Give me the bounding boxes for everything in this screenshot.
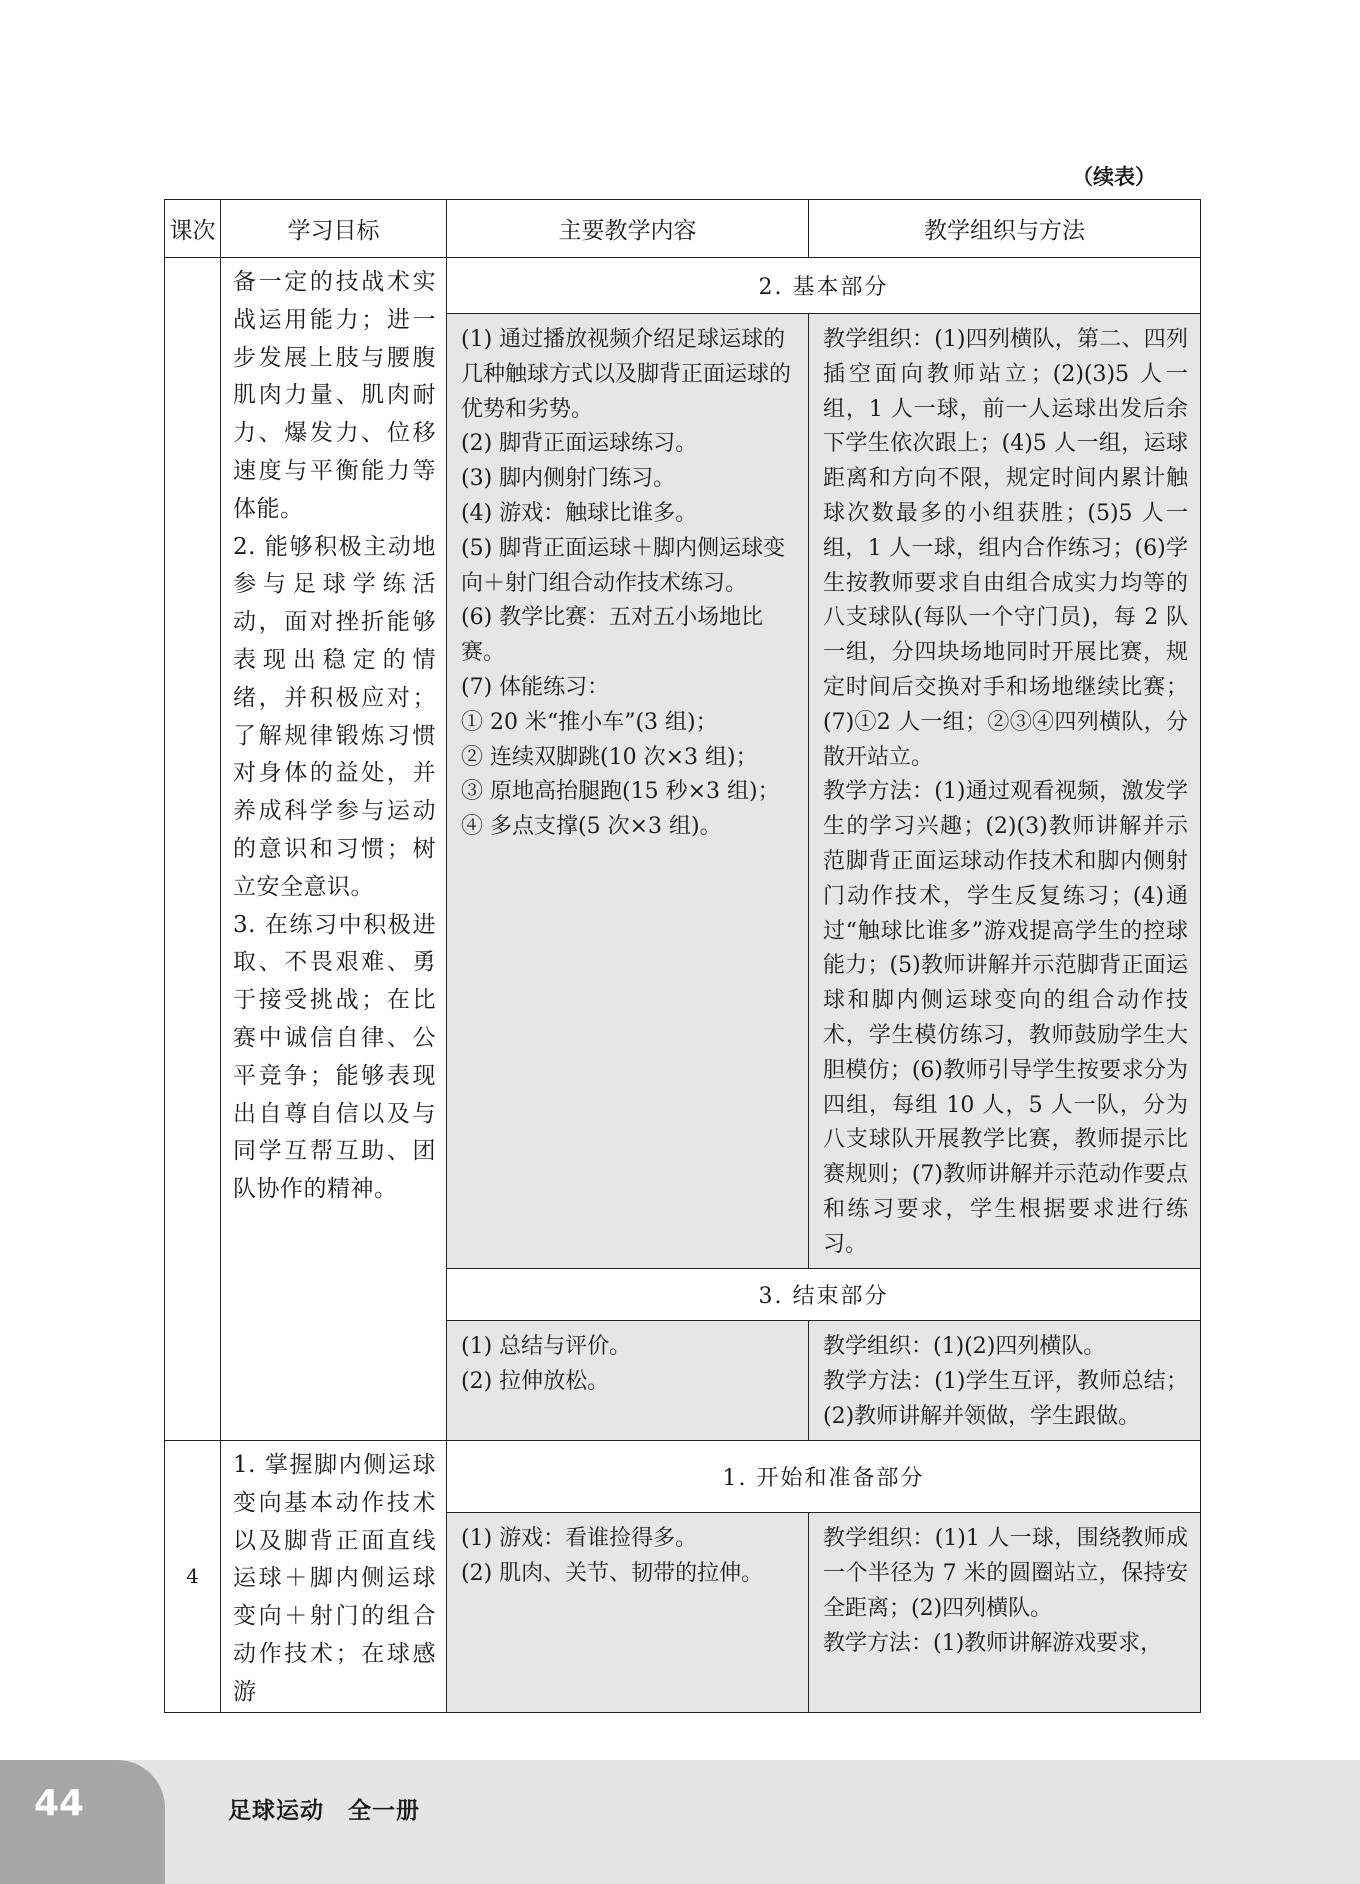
end-content-cell xyxy=(447,1321,809,1441)
lesson4-content-cell xyxy=(447,1513,809,1712)
section-title-basic: 2. 基本部分 xyxy=(447,258,1201,314)
content-item: (4) 游戏：触球比谁多。 xyxy=(461,500,698,526)
content-item: (1) 总结与评价。 xyxy=(461,1334,632,1359)
header-content: 主要教学内容 xyxy=(447,200,809,258)
basic-content-cell xyxy=(447,314,809,1269)
lesson-number: 4 xyxy=(165,1441,221,1713)
continued-label: （续表） xyxy=(1072,165,1156,189)
lesson4-objectives-cell xyxy=(221,1441,447,1713)
method-organization: 教学组织：(1)1 人一球，围绕教师成一个半径为 7 米的圆圈站立，保持安全距离；(2)四列横队。 xyxy=(823,1526,1188,1621)
method-approach: 教学方法：(1)学生互评，教师总结；(2)教师讲解并领做，学生跟做。 xyxy=(823,1368,1188,1429)
content-item: (1) 游戏：看谁捡得多。 xyxy=(461,1526,698,1552)
content-item: (5) 脚背正面运球＋脚内侧运球变向＋射门组合动作技术练习。 xyxy=(461,535,786,596)
objective-text: 备一定的技战术实战运用能力；进一步发展上肢与腰腹肌肉力量、肌肉耐力、爆发力、位移速度与平衡能力等体能。 xyxy=(233,269,436,522)
end-method-cell xyxy=(809,1321,1201,1441)
table-header-row xyxy=(165,200,1201,258)
content-item: ① 20 米“推小车”(3 组)； xyxy=(461,709,718,735)
content-item: (6) 教学比赛：五对五小场地比赛。 xyxy=(461,605,764,666)
objective-text: 2. 能够积极主动地参与足球学练活动，面对挫折能够表现出稳定的情绪，并积极应对；了解规律锻炼习惯对身体的益处，并养成科学参与运动的意识和习惯；树立安全意识。 xyxy=(233,533,436,900)
objectives-cell xyxy=(221,258,447,1441)
footer-bar xyxy=(0,1760,1360,1884)
content-item: (2) 脚背正面运球练习。 xyxy=(461,431,698,457)
method-organization: 教学组织：(1)(2)四列横队。 xyxy=(823,1334,1106,1359)
content-item: (7) 体能练习： xyxy=(461,674,610,700)
content-item: (2) 肌肉、关节、韧带的拉伸。 xyxy=(461,1560,764,1586)
header-method: 教学组织与方法 xyxy=(809,200,1201,258)
content-item: (2) 拉伸放松。 xyxy=(461,1368,610,1394)
book-title: 足球运动 全一册 xyxy=(228,1798,420,1824)
content-item: (1) 通过播放视频介绍足球运球的几种触球方式以及脚背正面运球的优势和劣势。 xyxy=(461,327,792,422)
section-title-start: 1. 开始和准备部分 xyxy=(447,1441,1201,1513)
content-item: ④ 多点支撑(5 次×3 组)。 xyxy=(461,814,722,840)
method-approach: 教学方法：(1)通过观看视频，激发学生的学习兴趣；(2)(3)教师讲解并示范脚背正面运球动作技术和脚内侧射门动作技术，学生反复练习；(4)通过“触球比谁多”游戏提高学生的控球能力；(5)教师讲解并示范脚背正面运球和脚内侧运球变向的组合动作技术，学生模仿练习，教师鼓励学生大胆模仿；(6)教师引导学生按要求分为四组，每组 10 人，5 人一队，分为八支球队开展教学比赛，教师提示比赛规则；(7)教师讲解并示范动作要点和练习要求，学生根据要求进行练习。 xyxy=(823,779,1188,1257)
basic-section-title-row xyxy=(165,258,1201,314)
basic-method-cell xyxy=(809,314,1201,1269)
section-title-end: 3. 结束部分 xyxy=(447,1269,1201,1321)
lesson-cell-empty xyxy=(165,258,221,1441)
lesson-plan-table xyxy=(164,199,1201,1713)
content-item: (3) 脚内侧射门练习。 xyxy=(461,466,676,492)
lesson4-method-cell xyxy=(809,1513,1201,1712)
objective-text: 1. 掌握脚内侧运球变向基本动作技术以及脚背正面直线运球＋脚内侧运球变向＋射门的组合动作技术；在球感游 xyxy=(233,1452,436,1705)
objective-text: 3. 在练习中积极进取、不畏艰难、勇于接受挑战；在比赛中诚信自律、公平竞争；能够表现出自尊自信以及与同学互帮互助、团队协作的精神。 xyxy=(233,911,436,1203)
header-objectives: 学习目标 xyxy=(221,200,447,258)
content-item: ② 连续双脚跳(10 次×3 组)； xyxy=(461,744,758,770)
content-item: ③ 原地高抬腿跑(15 秒×3 组)； xyxy=(461,779,780,805)
method-organization: 教学组织：(1)四列横队，第二、四列插空面向教师站立；(2)(3)5 人一组，1 人一球，前一人运球出发后余下学生依次跟上；(4)5 人一组，运球距离和方向不限，规定时间内累计触球次数最多的小组获胜；(5)5 人一组，1 人一球，组内合作练习；(6)学生按教师要求自由组合成实力均等的八支球队(每队一个守门员)，每 2 队一组，分四块场地同时开展比赛，规定时间后交换对手和场地继续比赛；(7)①2 人一组；②③④四列横队，分散开站立。 xyxy=(823,327,1188,770)
header-lesson: 课次 xyxy=(165,200,221,258)
method-approach: 教学方法：(1)教师讲解游戏要求， xyxy=(823,1630,1163,1656)
lesson4-section-title-row xyxy=(165,1441,1201,1513)
page-number: 44 xyxy=(34,1783,85,1824)
